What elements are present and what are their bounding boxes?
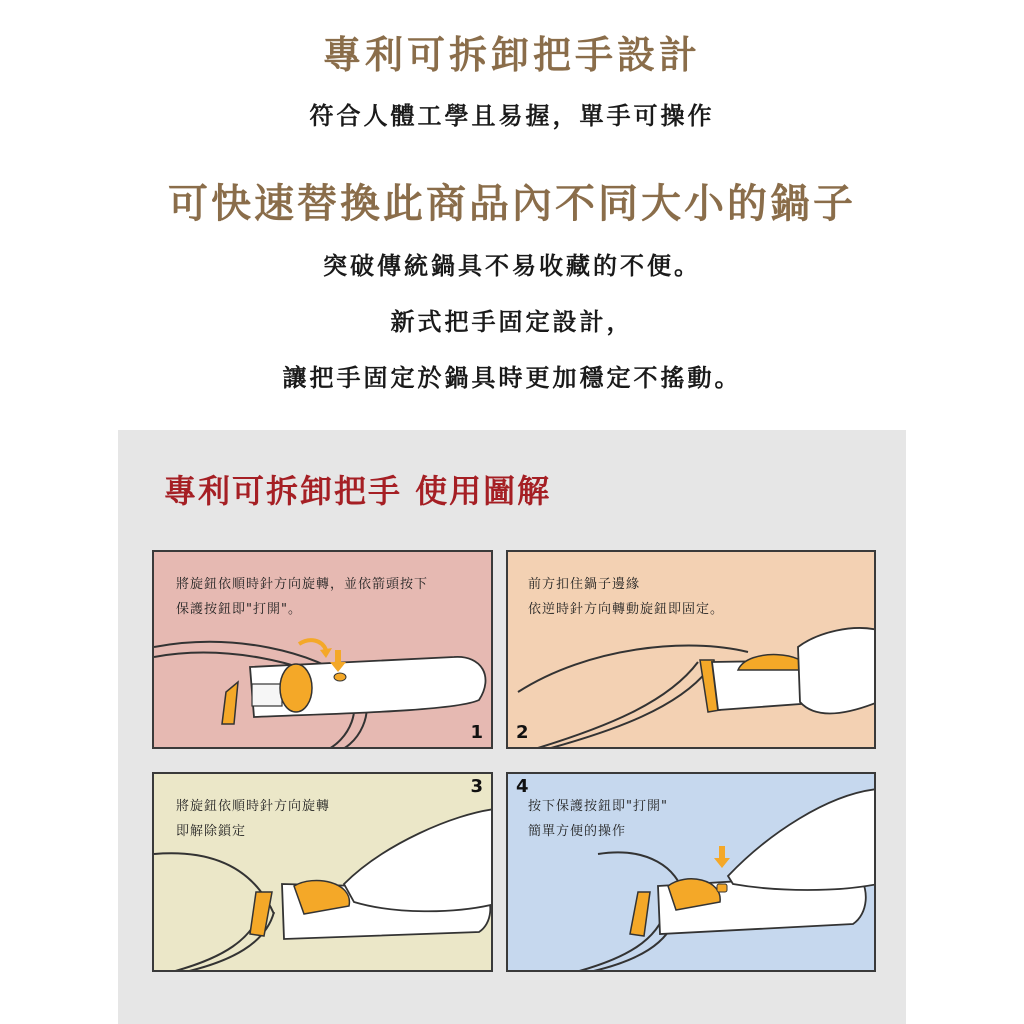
step-3-number: 3: [470, 776, 483, 797]
main-title: 專利可拆卸把手設計: [322, 33, 701, 77]
step-4-number: 4: [516, 776, 529, 797]
subtitle-ergonomic: 符合人體工學且易握，單手可操作: [309, 102, 715, 130]
step-1-text-line-2: 保護按鈕即"打開"。: [176, 602, 302, 617]
secondary-title: 可快速替換此商品內不同大小的鍋子: [168, 181, 856, 227]
step-panel-3: [152, 772, 493, 972]
step-1-number: 1: [470, 722, 483, 743]
step-2-text-line-2: 依逆時針方向轉動旋鈕即固定。: [528, 602, 725, 617]
step-panel-2: [506, 550, 876, 749]
description-line-2: 新式把手固定設計，: [390, 308, 634, 336]
step-3-text-line-2: 即解除鎖定: [176, 824, 247, 839]
step-4-text-line-2: 簡單方便的操作: [528, 824, 627, 839]
step-3-text-line-1: 將旋鈕依順時針方向旋轉: [176, 799, 331, 814]
step-panel-1: [152, 550, 493, 749]
step-4-text-line-1: 按下保護按鈕即"打開": [528, 799, 668, 814]
diagram-title: 專利可拆卸把手 使用圖解: [164, 472, 552, 510]
step-1-text-line-1: 將旋鈕依順時針方向旋轉，並依箭頭按下: [176, 577, 429, 592]
description-line-1: 突破傳統鍋具不易收藏的不便。: [323, 252, 701, 280]
step-panel-4: [506, 772, 876, 972]
step-2-text-line-1: 前方扣住鍋子邊緣: [528, 577, 641, 592]
description-line-3: 讓把手固定於鍋具時更加穩定不搖動。: [282, 364, 742, 392]
step-2-number: 2: [516, 722, 529, 743]
